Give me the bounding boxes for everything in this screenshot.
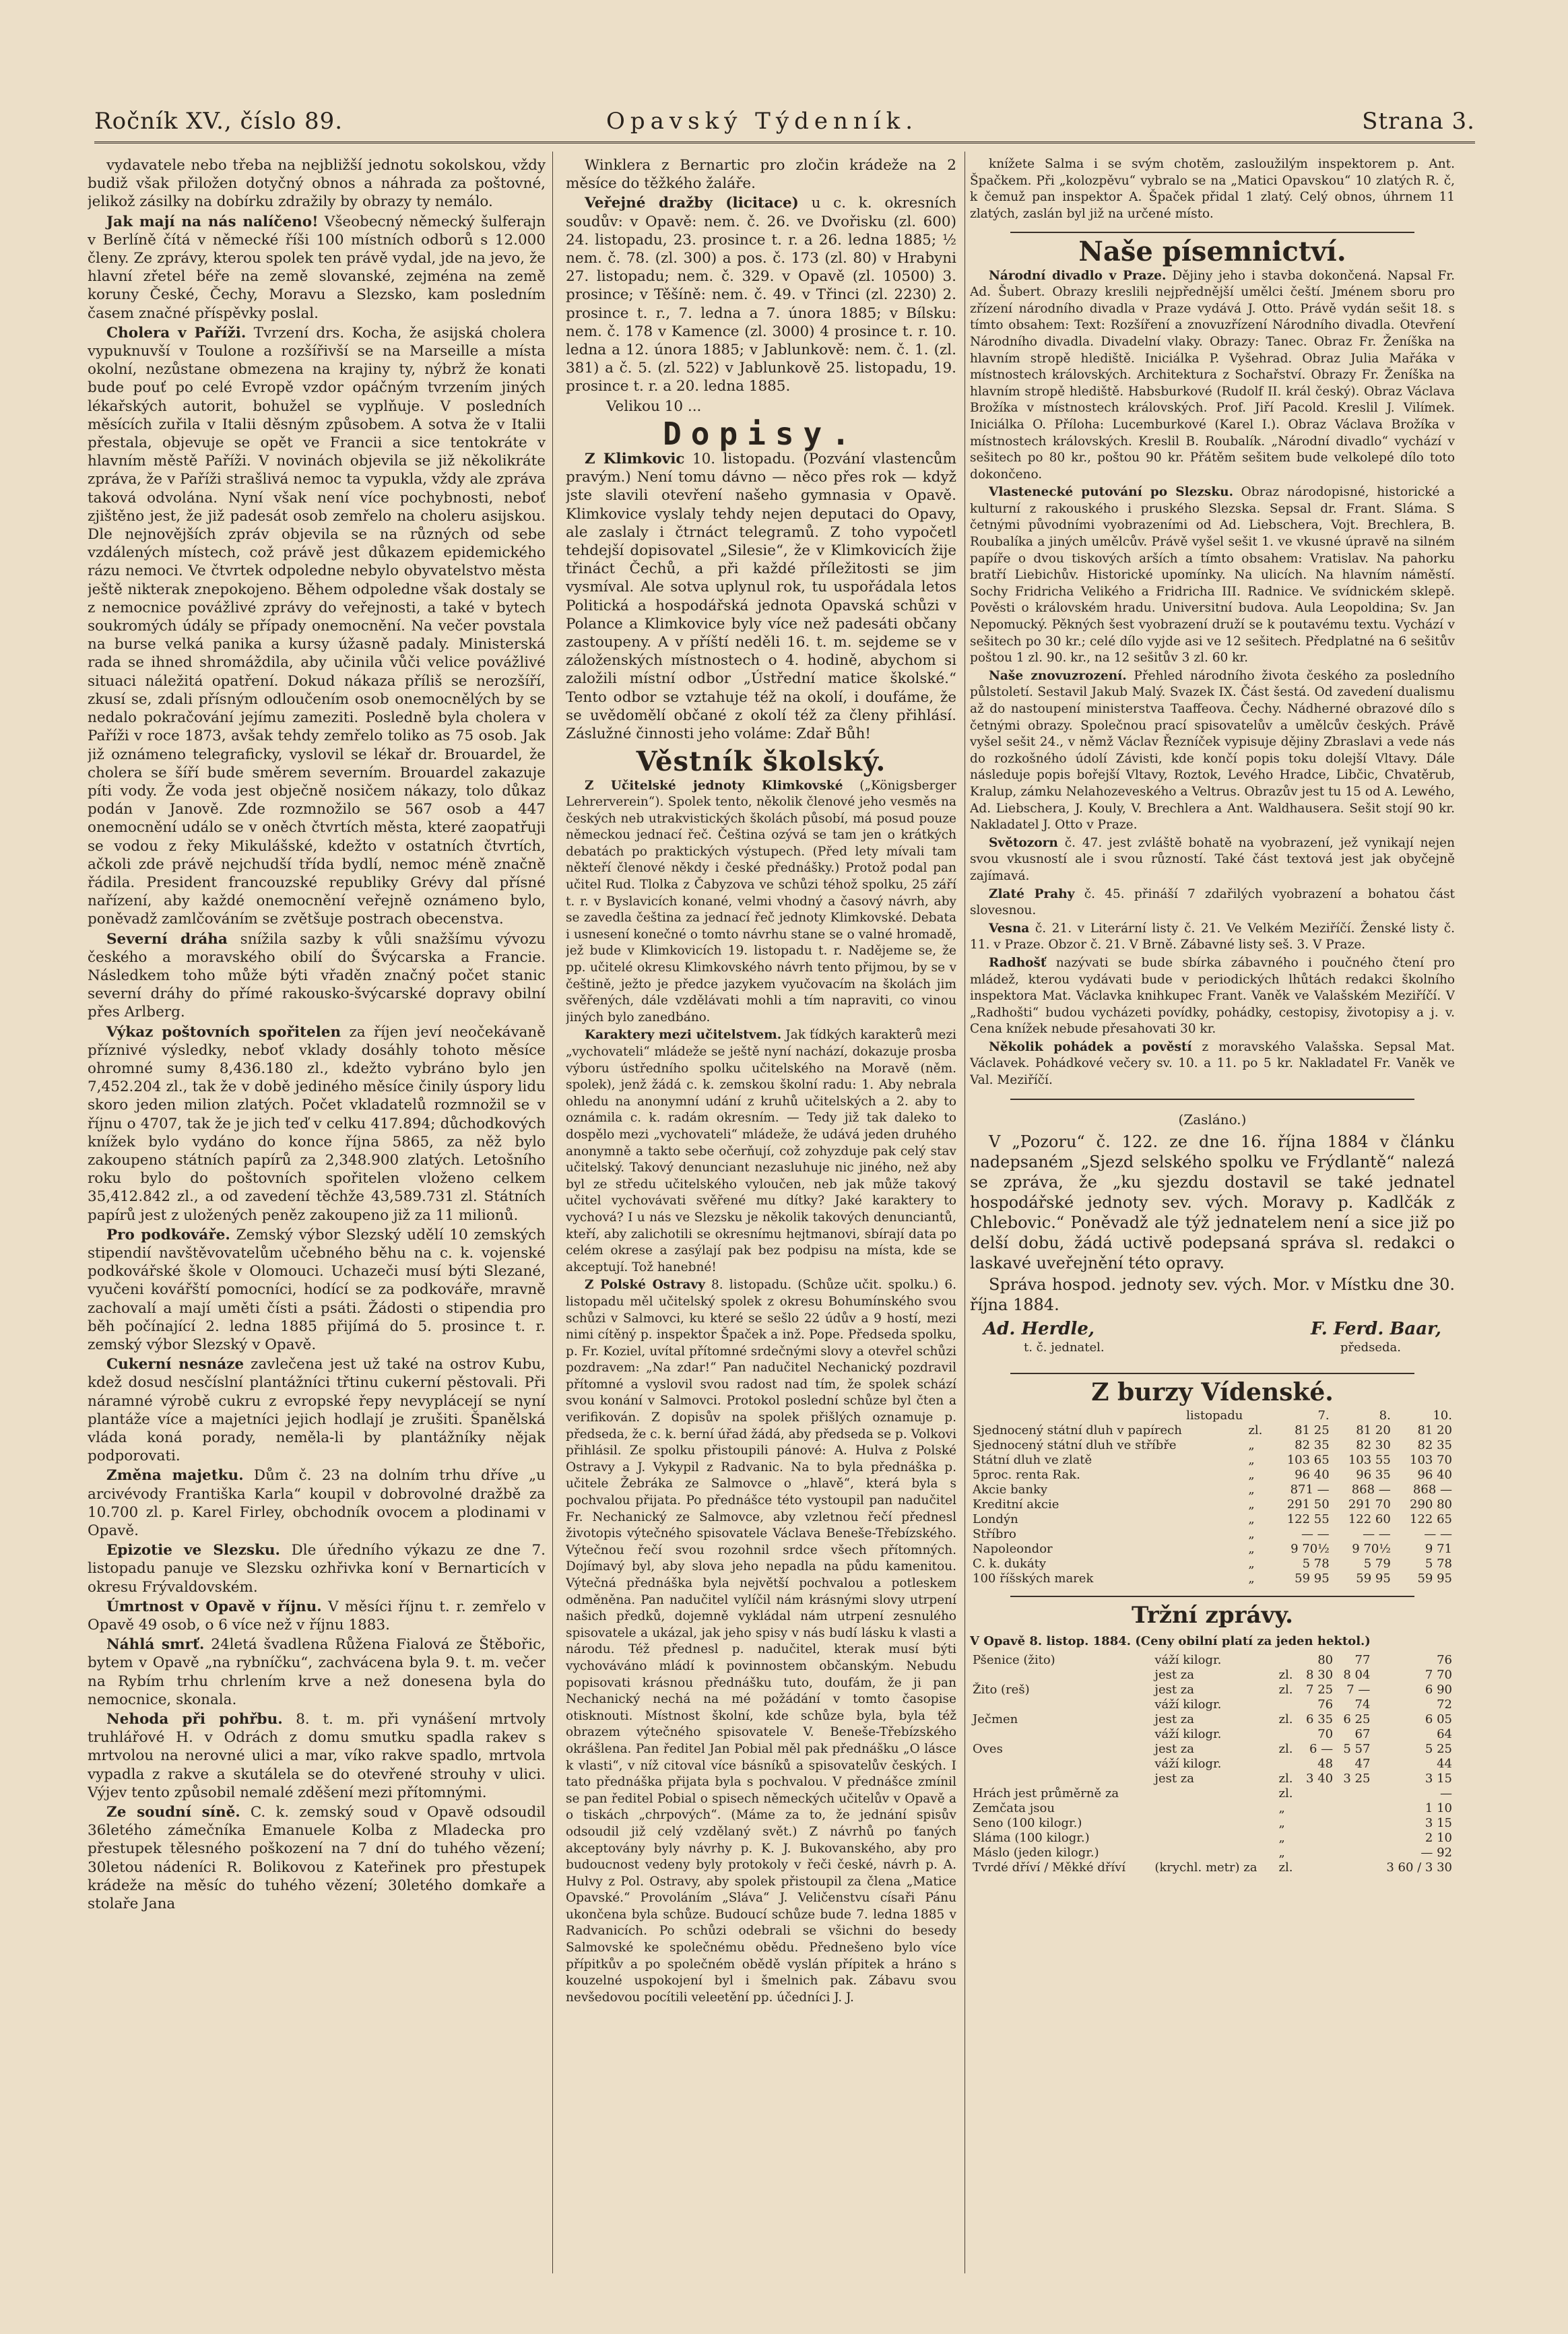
- table-row: [970, 1816, 1455, 1831]
- row-value: 6 —: [1309, 1741, 1334, 1756]
- row-value: — 92: [1420, 1845, 1452, 1860]
- row-category: [970, 1697, 1152, 1712]
- article-heading: Naše znovuzrození.: [989, 668, 1127, 683]
- row-category: Zemčata jsou: [973, 1801, 1055, 1815]
- row-value: 76: [1437, 1652, 1452, 1667]
- row-value: [1299, 1786, 1336, 1801]
- burza-head-col: 8.: [1379, 1408, 1391, 1423]
- burza-head-unit: [1245, 1408, 1270, 1423]
- article: [970, 886, 1455, 919]
- row-value: 7 25: [1306, 1682, 1334, 1697]
- row-value: 5 78: [1302, 1557, 1330, 1571]
- row-value: — —: [1363, 1527, 1391, 1542]
- table-row: [970, 1668, 1455, 1683]
- row-value: 5 79: [1363, 1557, 1391, 1571]
- row-unit: zl.: [1278, 1771, 1293, 1786]
- row-label: jest za: [1154, 1682, 1195, 1697]
- row-label: [1152, 1786, 1276, 1801]
- article-text: Jak ťídkých karakterů mezi „vychovateli“ mládeže se ještě nyní nachází, dokazuje prosba výboru ústředního spolku učitelského na Moravě (něm. spolek), jenž žádá c. k. zemskou školní radu: 1. Aby nebrala ohledu na anonymní udání z kruhů učitelských a 2. aby to oznámila c. k. radám okresním. — Tedy již tak daleko to dospělo mezi „vychovateli“ mládeže, že udává jeden druhého anonymně a takto sebe očerňují, což zohyzduje pak celý stav učitelský. Takový denunciant nezasluhuje nic jiného, než aby byl ze středu učitelského vyloučen, neb jak může takový učitel vychovávati svěřené mu dítky? Jaké karaktery to vychová? I u nás ve Slezsku je několik takových denunciantů, kteří, aby zalichotili se okresnímu hejtmanovi, sbírají data po celém okrese a zasýlají pak bez podpisu na místa, kde se akceptují. Tož hanebné!: [566, 1028, 956, 1274]
- row-value: 6 25: [1343, 1712, 1371, 1726]
- table-row: [970, 1757, 1455, 1772]
- zaslano-heading: (Zasláno.): [1178, 1111, 1247, 1128]
- row-value: 5 78: [1425, 1557, 1452, 1571]
- divider: [1010, 1373, 1414, 1374]
- row-unit: [1276, 1653, 1299, 1668]
- article-text: Obraz národopisné, historické a kulturní z rakouského i pruského Slezska. Sepsal dr. Frant. Sláma. S četnými původními vyobrazeními od Ad. Liebschera, Vojt. Brechlera, B. Roubalíka a jiných umělcův. Právě vyšel sešit 1. ve vkusné úpravě na silném papíře o dvou tiskových arších a tímto obsahem: Vratislav. Na pahorku bratří Liebichův. Historické upomínky. Na ulicích. Na hlavním náměstí. Sochy Fridricha Velikého a Fridricha III. Radnice. Ve svídnickém sklepě. Pověsti o královském hradu. Universitní budova. Aula Leopoldina; Sv. Jan Nepomucký. Pěkných šest vyobrazení druží se k poutavému textu. Vychází v sešitech po 30 kr.; celé dílo vyjde asi ve 12 sešitech. Předplatné na 6 sešitův poštou 1 zl. 90. kr., na 12 sešitův 3 zl. 60 kr.: [970, 485, 1455, 666]
- row-unit: zl.: [1278, 1712, 1293, 1726]
- article-text: Velikou 10 ...: [606, 397, 702, 415]
- row-unit: „: [1248, 1453, 1255, 1468]
- row-label: (krychl. metr) za: [1154, 1860, 1257, 1875]
- article-text: Přehled národního života českého za posledního půlstoletí. Sestavil Jakub Malý. Svazek IX. Část šestá. Od zavedení dualismu až do nastoupení ministerstva Taaffeova. Čechy. Nádherné obrazové dílo s četnými obrazy. Společnou prací spisovatelův a umělcův českých. Právě vyšel sešit 24., v němž Václav Řezníček vypisuje dějiny Zbraslavi a vede nás do rozkošného údolí Závisti, kde končí popis toku dolejší Vltavy. Dále následuje popis bořejší Vltavy, Roztok, Levého Hradce, Libčic, Chvatěrub, Kralup, zámku Nelahozeveského a Veltrus. Obrazův jest tu 15 od A. Lewého, Ad. Liebschera, J. Kouly, V. Brechlera a Ant. Waldhausera. Sešit stojí 90 kr. Nakladatel J. Otto v Praze.: [970, 668, 1455, 833]
- table-row: [970, 1831, 1455, 1846]
- article-heading: Vesna: [989, 921, 1030, 936]
- trzni-subtitle: V Opavě 8. listop. 1884. (Ceny obilní platí za jeden hektol.): [970, 1633, 1371, 1648]
- article-text: C. k. zemský soud v Opavě odsoudil 36letého zámečníka Emanuele Kolba z Mladecka pro přestupek tělesného poškození na 7 dní do tuhého vězení; 30letou nádeníci R. Bolikovou z Kateřinek pro přestupek krádeže na měsíc do tuhého vězení; 30letého domkaře a stolaře Jana: [88, 1804, 546, 1913]
- row-value: 2 10: [1425, 1830, 1452, 1845]
- page-number: Strana 3.: [1362, 108, 1475, 135]
- row-unit: „: [1248, 1468, 1255, 1483]
- article-text: 8. t. m. při vynášení mrtvoly truhlářové H. v Odrách z domu smutku spadla rakev s mrtvolou na nerovné ulici a mar, víko rakve spadlo, mrtvola vypadla z rakve a skutálela se do otevřené strouhy v ulici. Výjev tento způsobil nemalé zděšení mezi přítomnými.: [88, 1711, 546, 1801]
- row-label: 100 říšských marek: [973, 1571, 1094, 1586]
- article: [88, 1355, 546, 1465]
- article-heading: Světozorn: [989, 835, 1058, 850]
- row-value: 291 50: [1286, 1497, 1330, 1512]
- row-value: [1336, 1786, 1373, 1801]
- table-row: [970, 1512, 1455, 1527]
- article-heading: Pro podkováře.: [106, 1226, 230, 1243]
- table-row: [970, 1468, 1455, 1483]
- row-label: Londýn: [973, 1512, 1018, 1527]
- article: [970, 921, 1455, 954]
- row-value: 3 15: [1425, 1771, 1452, 1786]
- divider: [1010, 232, 1414, 233]
- row-category: Ječmen: [973, 1712, 1018, 1726]
- row-value: 81 20: [1356, 1423, 1391, 1438]
- table-row: [970, 1772, 1455, 1786]
- article: [566, 778, 956, 1027]
- row-value: 9 70½: [1291, 1542, 1330, 1557]
- row-unit: zl.: [1278, 1682, 1293, 1697]
- article-text: č. 21. v Literární listy č. 21. Ve Velkém Meziříčí. Ženské listy č. 11. v Praze. Obzor č. 21. V Brně. Zábavné listy seš. 3. V Praze.: [970, 921, 1455, 952]
- row-unit: [1276, 1727, 1299, 1742]
- article-text: vydavatele nebo třeba na nejbližší jednotu sokolskou, vždy budiž však přiložen dotyčný obnos a náhrada za poštovné, jelikož zásilky na dobírku zdražily by obrazy ty nemálo.: [88, 157, 546, 211]
- table-row: [970, 1712, 1455, 1727]
- article-heading: Národní divadlo v Praze.: [989, 268, 1167, 283]
- signature-roles: [970, 1338, 1455, 1363]
- row-label: váží kilogr.: [1154, 1756, 1222, 1771]
- article-text: zavlečena jest už také na ostrov Kubu, kdež dosud nesčíslní plantážníci třtinu cukerní pěstovali. Při náramné výrobě cukru z evropské řepy nevyplácejí se nyní plantáže více a majetníci jejich hodlají je zrušiti. Španělská vláda koná porady, neměla-li by plantážníky nějak podporovati.: [88, 1356, 546, 1465]
- row-value: 47: [1354, 1756, 1371, 1771]
- row-category: Žito (reš): [973, 1682, 1030, 1697]
- article-text: V „Pozoru“ č. 122. ze dne 16. října 1884 v článku nadepsaném „Sjezd selského spolku ve Frýdlantě“ nalezá se zpráva, že „ku sjezdu dostavil se také jednatel hospodářské jednoty sev. vých. Moravy p. Kadlčák z Chlebovic.“ Poněvadž ale týž jednatelem není a sice již po delší dobu, žádá uctivě podepsaná správa sl. redakci o laskavé uveřejnění této opravy.: [970, 1132, 1455, 1272]
- row-value: [1299, 1846, 1336, 1860]
- row-unit: zl.: [1278, 1741, 1293, 1756]
- article: [88, 930, 546, 1022]
- article-text: Všeobecný německý šulferajn v Berlíně čítá v německé říši 100 místních odborů s 12.000 členy. Ze zprávy, kterou spolek ten právě vydal, jde na jevo, že hlavní zřetel béře na země slovanské, zejména na země koruny České, Čechy, Moravu a Slezsko, kam posledním časem značné příspěvky poslal.: [88, 213, 546, 322]
- row-label: Stříbro: [973, 1527, 1016, 1542]
- row-value: [1299, 1816, 1336, 1831]
- issue-number: Ročník XV., číslo 89.: [94, 108, 344, 135]
- row-value: 7 70: [1425, 1667, 1452, 1682]
- table-row: [970, 1483, 1455, 1497]
- divider: [1010, 1099, 1414, 1100]
- row-value: [1336, 1831, 1373, 1846]
- article: [88, 1226, 546, 1354]
- row-unit: „: [1248, 1497, 1255, 1512]
- article-heading: Karaktery mezi učitelstvem.: [585, 1028, 782, 1043]
- article-heading: Severní dráha: [106, 930, 228, 948]
- article-text: Zemský výbor Slezský udělí 10 zemských stipendií navštěvovatelům učebného běhu na c. k. vojenské podkovářské škole v Olomouci. Uchazeči musí býti Slezané, vyučeni kovářští pomocníci, hodící se za podkováře, mravně zachovalí a mají uměti čísti a psáti. Žádosti o stipendia pro běh počínající 2. ledna 1885 přijímá do 5. prosince t. r. zemský výbor Slezský v Opavě.: [88, 1226, 546, 1353]
- article-heading: Náhlá smrť.: [106, 1636, 205, 1654]
- article: [88, 1023, 546, 1225]
- article: [88, 1466, 546, 1540]
- row-unit: „: [1248, 1512, 1255, 1527]
- row-unit: „: [1278, 1815, 1285, 1830]
- article-heading: Úmrtnost v Opavě v říjnu.: [106, 1598, 322, 1615]
- row-unit: „: [1278, 1845, 1285, 1860]
- row-value: 103 70: [1410, 1453, 1452, 1468]
- article: [88, 1541, 546, 1596]
- article-text: knížete Salma i se svým chotěm, zasloužilým inspektorem p. Ant. Špačkem. Při „kolozpěvu“ vybralo se na „Matici Opavskou“ 10 zlatých R. č, k čemuž pan inspektor A. Špaček přidal 1 zlatý. Celý obnos, úhrnem 11 zlatých, zaslán byl již na určené místo.: [970, 157, 1455, 221]
- row-unit: „: [1278, 1801, 1285, 1815]
- row-unit: „: [1248, 1542, 1255, 1557]
- row-unit: zl.: [1278, 1786, 1293, 1801]
- row-label: jest za: [1154, 1771, 1195, 1786]
- row-value: 1 10: [1425, 1801, 1452, 1815]
- row-label: jest za: [1154, 1741, 1195, 1756]
- row-value: 3 25: [1343, 1771, 1371, 1786]
- article-heading: Výkaz poštovních spořitelen: [106, 1023, 341, 1041]
- burza-head-col: 10.: [1433, 1408, 1452, 1423]
- page-header: [94, 101, 1475, 143]
- row-value: 70: [1317, 1726, 1334, 1741]
- article-heading: Jak mají na nás nalíčeno!: [106, 213, 319, 230]
- divider: [1010, 1596, 1414, 1597]
- vestnik-body: [566, 778, 956, 2007]
- table-row: [970, 1801, 1455, 1816]
- row-label: Sjednocený státní dluh ve stříbře: [973, 1438, 1177, 1453]
- row-value: 6 05: [1425, 1712, 1452, 1726]
- article: [88, 1710, 546, 1802]
- row-value: 868 —: [1351, 1483, 1391, 1497]
- row-category: Sláma (100 kilogr.): [973, 1830, 1090, 1845]
- row-value: [1299, 1801, 1336, 1816]
- article-heading: Ze soudní síně.: [106, 1804, 240, 1821]
- row-category: [970, 1668, 1152, 1683]
- row-value: 3 15: [1425, 1815, 1452, 1830]
- section-title-trzni: Tržní zprávy.: [1132, 1602, 1293, 1629]
- row-value: 6 90: [1425, 1682, 1452, 1697]
- article: [970, 268, 1455, 484]
- article-heading: Změna majetku.: [106, 1467, 244, 1485]
- row-value: 96 40: [1295, 1468, 1330, 1483]
- column-3: [970, 156, 1455, 2265]
- row-category: Pšenice (žito): [973, 1652, 1055, 1667]
- article-heading: Radhošť: [989, 955, 1047, 970]
- column-1: [88, 156, 546, 2265]
- article-text: 24letá švadlena Růžena Fialová ze Štěbořic, bytem v Opavě „na rybníčku“, zachvácena byla 9. t. m. večer na Rybím trhu chrlením krve a než donesena byla do nemocnice, skonala.: [88, 1636, 546, 1708]
- row-unit: „: [1248, 1527, 1255, 1542]
- article: [970, 835, 1455, 885]
- row-value: — —: [1301, 1527, 1330, 1542]
- row-value: 44: [1437, 1756, 1452, 1771]
- row-value: 72: [1437, 1697, 1452, 1712]
- row-category: Tvrdé dříví / Měkké dříví: [973, 1860, 1126, 1875]
- article-text: Dějiny jeho i stavba dokončená. Napsal Fr. Ad. Šubert. Obrazy kreslili nejpřednější umělci čeští. Jménem sboru pro zřízení národního divadla v Praze vydává J. Otto. Právě vydán sešit 18. s tímto obsahem: Text: Rozšíření a znovuzřízení Národního divadla. Otevření Národního divadla. Divadelní vlaky. Obrazy: Tanec. Obraz Fr. Ženíška na hlavním stropě hlediště. Iniciálka P. Vyšehrad. Obraz Julia Mařáka v místnostech královských. Architektura z Sochařství. Obrazy Fr. Ženíška na hlavním stropě hlediště. Habsburkové (Rudolf II. král český). Obraz Václava Brožíka v místnostech královských. Prof. Jiří Pacold. Kreslil J. Vilímek. Iniciálka O. Příloha: Lucemburkové (Karel I.). Obraz Václava Brožíka v místnostech královských. Kreslil B. Roubalík. „Národní divadlo“ vychází v sešitech po 80 kr., poštou 90 kr. Přátěm sešitem bude velkolepé dílo toto dokončeno.: [970, 268, 1455, 482]
- row-value: 290 80: [1410, 1497, 1452, 1512]
- row-value: 82 35: [1295, 1438, 1330, 1453]
- row-value: 871 —: [1290, 1483, 1330, 1497]
- row-unit: [1276, 1697, 1299, 1712]
- article: [88, 1803, 546, 1913]
- article-text: Winklera z Bernartic pro zločin krádeže na 2 měsíce do těžkého žaláře.: [566, 157, 956, 193]
- row-label: [1152, 1846, 1276, 1860]
- zaslano-body: [970, 1132, 1455, 1315]
- article-heading: Vlastenecké putování po Slezsku.: [989, 485, 1234, 500]
- article: [88, 213, 546, 323]
- row-label: váží kilogr.: [1154, 1726, 1222, 1741]
- table-row: [970, 1653, 1455, 1668]
- row-value: 868 —: [1412, 1483, 1452, 1497]
- row-category: Máslo (jeden kilogr.): [973, 1845, 1099, 1860]
- row-unit: [1276, 1757, 1299, 1772]
- section-title-burza: Z burzy Vídenské.: [1091, 1378, 1334, 1407]
- row-value: 9 71: [1425, 1542, 1452, 1557]
- table-row: [970, 1438, 1455, 1453]
- signature-right-role: předseda.: [1340, 1340, 1401, 1355]
- trzni-table: [970, 1653, 1455, 1875]
- row-value: 7 —: [1346, 1682, 1371, 1697]
- row-value: 6 35: [1306, 1712, 1334, 1726]
- row-label: [1152, 1801, 1276, 1816]
- row-label: [1152, 1831, 1276, 1846]
- signatures: [970, 1316, 1455, 1338]
- row-unit: „: [1248, 1438, 1255, 1453]
- article: [566, 1277, 956, 2006]
- row-value: 291 70: [1348, 1497, 1391, 1512]
- row-label: Sjednocený státní dluh v papírech: [973, 1423, 1182, 1438]
- burza-header-row: [970, 1408, 1455, 1423]
- row-value: 59 95: [1417, 1571, 1452, 1586]
- article: [970, 1039, 1455, 1089]
- article-text: V měsíci říjnu t. r. zemřelo v Opavě 49 osob, o 6 více než v říjnu 1883.: [88, 1598, 546, 1634]
- table-row: [970, 1697, 1455, 1712]
- table-row: [970, 1860, 1455, 1875]
- row-unit: „: [1248, 1571, 1255, 1586]
- article: [970, 955, 1455, 1038]
- row-value: 8 30: [1306, 1667, 1334, 1682]
- row-value: [1299, 1860, 1336, 1875]
- article-heading: Několik pohádek a pověstí: [989, 1039, 1192, 1054]
- row-value: 82 35: [1417, 1438, 1452, 1453]
- table-row: [970, 1742, 1455, 1757]
- row-category: [970, 1757, 1152, 1772]
- row-unit: zl.: [1278, 1667, 1293, 1682]
- article: [88, 324, 546, 929]
- row-category: Hrách jest průměrně za: [973, 1786, 1119, 1801]
- row-value: —: [1440, 1786, 1452, 1801]
- row-label: váží kilogr.: [1154, 1652, 1222, 1667]
- article-heading: Zlaté Prahy: [989, 886, 1075, 901]
- article: [970, 484, 1455, 667]
- row-value: 9 70½: [1352, 1542, 1391, 1557]
- article-text: Tvrzení drs. Kocha, že asijská cholera vypuknuvší v Toulone a rozšířivší se na Marseille a místa okolní, nezůstane obmezena na krajiny ty, nýbrž že konati bude pouť po celé Evropě vzdor opáčným tvrzením jiných lékařských autorit, bohužel se vyplňuje. V posledních měsících zuřila v Italii děsným způsobem. A sotva že v Italii přestala, objevuje se opět ve Francii a sice tentokráte v hlavním městě Paříži. V novinách objevila se již několikráte zpráva, že v Paříži strašlivá nemoc ta vypukla, vždy ale zpráva taková odvolána. Nyní však není více pochybnosti, neboť zjištěno jest, že již padesát osob zemřelo na choleru asijskou. Dle nejnovějších zpráv objevila se na různých od sebe vzdálených místech, což právě jest důkazem epidemického rázu nemoci. Ve čtvrtek odpoledne nebylo obyvatelstvo města ještě nikterak znepokojeno. Během odpoledne však dostaly se z nemocnice povážlivé zprávy do veřejnosti, a také v bytech soukromých údály se případy onemocnění. Na večer povstala na burse velká panika a kursy úžasně padaly. Ministerská rada se ihned shromáždila, aby učinila vůči velice povážlivé situaci náležitá opatření. Dokud nákaza příliš se nerozšíří, zkusí se, zdali přísným odloučením osob onemocnělých by se nedalo pokračování jejímu zameziti. Posledně byla cholera v Paříži v roce 1873, avšak tehdy zemřelo toliko as 75 osob. Jak již oznámeno telegraficky, vyslovil se lékař dr. Brouardel, že cholera se šíří bude směrem severním. Brouardel zakazuje píti vody. Že voda jest obječně nosičem nákazy, tolo důkaz podán v Janově. Zde rozmnožilo se 567 osob a 447 onemocnění událo se v oněch čtvrtích města, které zaopatřuji se vodou z řeky Mikulášské, kdežto v ostatních čtvrtích, ačkoli zde právě nejchudší třída bydlí, nemoc méně značně řádila. President francouzské republiky Grévy dal přísné nařízení, aby každé onemocnění veřejně oznámeno bylo, poněvadž zamlčováním se zvětšuje postrach obecenstva.: [88, 324, 546, 928]
- table-row: [970, 1557, 1455, 1571]
- row-value: 80: [1317, 1652, 1334, 1667]
- pisemnictvi-body: [970, 268, 1455, 1089]
- trzni-rows: [970, 1653, 1455, 1875]
- row-unit: „: [1248, 1483, 1255, 1497]
- row-label: Kreditní akcie: [973, 1497, 1059, 1512]
- row-value: [1299, 1831, 1336, 1846]
- article-text: 10. listopadu. (Pozvání vlastencům pravým.) Není tomu dávno — něco přes rok — když jste slavili otevření našeho gymnasia v Opavě. Klimkovice vyslaly tehdy nejen deputaci do Opavy, ale zaslaly i čtrnáct telegramů. Z toho vypočetl tehdejší dopisovatel „Silesie“, že v Klimkovicích žije třináct Čechů, a při každé příležitosti se jim vysmíval. Ale sotva uplynul rok, tu uspořádala letos Politická a hospodářská jednota Opavská schůzi v Polance a Klimkovice byly více než padesáti občany zastoupeny. A v příští neděli 16. t. m. sejdeme se v záloženských místnostech o 4. hodině, abychom si založili místní odbor „Ústřední matice školské.“ Tento odbor se vztahuje též na okolí, i doufáme, že se uvědomělí občané z okolí též za členy přihlásí. Záslužné činnosti jeho voláme: Zdař Bůh!: [566, 451, 956, 743]
- row-unit: zl.: [1278, 1860, 1293, 1875]
- signature-right: F. Ferd. Baar,: [1310, 1318, 1441, 1339]
- burza-head-col: 7.: [1317, 1408, 1330, 1423]
- row-category: [970, 1772, 1152, 1786]
- row-label: Napoleondor: [973, 1542, 1053, 1557]
- row-value: 76: [1317, 1697, 1334, 1712]
- row-unit: „: [1278, 1830, 1285, 1845]
- row-value: 81 20: [1417, 1423, 1452, 1438]
- table-row: [970, 1846, 1455, 1860]
- row-value: 59 95: [1356, 1571, 1391, 1586]
- article-heading: Epizotie ve Slezsku.: [106, 1542, 281, 1559]
- row-label: 5proc. renta Rak.: [973, 1468, 1080, 1483]
- article-text: č. 45. přináší 7 zdařilých vyobrazení a bohatou část slovesnou.: [970, 886, 1455, 918]
- article-heading: Cukerní nesnáze: [106, 1356, 244, 1373]
- article-text: 8. listopadu. (Schůze učit. spolku.) 6. listopadu měl učitelský spolek z okresu Bohumínského svou schůzi v Salmovci, ku které se sešlo 22 údův a 9 hostí, mezi nimi cítěný p. inspektor Špaček a inž. Pope. Předseda spolku, p. Fr. Koziel, uvítal přítomné srdečnými slovy a otevřel schůzi pozdravem: „Na zdar!“ Pan nadučitel Nechanický pozdravil přítomné a vyslovil svou radost nad tím, že spolek schází svou konání v Salmovci. Protokol poslední schůze byl čten a verifikován. Z dopisův na spolek přišlých oznamuje p. předseda, že c. k. berní úřad žádá, aby předseda se p. Volkovi přihlásil. Ze spolku přistoupili pánové: A. Hulva z Polské Ostravy a J. Vykypil z Radvanic. Na to byla přednáška p. učitele Žebráka ze Salmovce o „hlavě“, která byla s pochvalou přijata. Po přednášce této vystoupil pan nadučitel Fr. Nechanický ze Salmovce, aby vzletnou řečí přednesl životopis výtečného spisovatele Václava Beneše-Třebízského. Výtečnou řečí svou rozohnil srdce všech přítomných. Dojímavý byl, aby slova jeho nepadla na půdu kamenitou. Výtečná přednáška byla největší pochvalou a potleskem odměněna. Pan nadučitel vylíčil nám krásnými slovy utrpení našich předků, dojemně vykládal nám utrpení zesnulého spisovatele a ukázal, jak jeho spisy v nás budí lásku k vlasti a národu. Též přednesl p. nadučitel, kterak musí býti vychováváno mládí k povinnostem občanským. Nebudu popisovati krásnou přednášku tuto, doufám, že ji pan Nechanický nechá na mé požádání v tomto časopise otisknouti. Místnost školní, kde schůze byla, byla též obrazem výtečného spisovatele V. Beneše-Třebízského okrášlena. Pan ředitel Jan Pobial měl pak přednášku „O lásce k vlasti“, v níž citoval více básníků a spisovatelův českých. I tato přednáška přijata byla s pochvalou. V přednášce zmínil se pan ředitel Pobial o spisech německých učitelův v Opavě a o tiskách „chrpových“. (Máme za to, že jednání spisův odsoudil již celý vzdělaný svět.) Z návrhů po ťaných akceptovány byly návrhy p. K. J. Bukovanského, aby pro budoucnost vedeny byly protokoly v řeči české, návrh p. A. Hulvy z Pol. Ostravy, aby spolek přistoupil za člena „Matice Opavské.“ Provoláním „Sláva“ J. Veličenstvu císaři Pánu ukončena byla schůze. Budoucí schůze bude 7. ledna 1885 v Radvanicích. Po schůzi odebrali se všichni do besedy Salmovské ke společnému obědu. Přednešeno bylo více přípitkův a po společném obědě vyslán přípitek a hráno s kouzelné uspokojení byl i šmelnich pak. Zábavu svou nevšedovou pocítili veleetění pp. účedníci J. J.: [566, 1278, 956, 2005]
- newspaper-title: Opavský Týdenník.: [606, 108, 919, 135]
- article-text: Dle úředního výkazu ze dne 7. listopadu panuje ve Slezsku ozhřivka koní v Bernarticích v okresu Frývaldovském.: [88, 1542, 546, 1596]
- row-label: [1152, 1816, 1276, 1831]
- row-value: 82 30: [1356, 1438, 1391, 1453]
- article-text: nazývati se bude sbírka zábavného i poučného čtení pro mládež, kterou vydávati bude v periodických lhůtách redakci školního inspektora Mat. Václavka knihkupec Frant. Vaněk ve Valašském Meziříčí. V „Radhošti“ budou vycházeti povídky, pohádky, cestopisy, životopisy a j. v. Cena knížek nebude přesahovati 30 kr.: [970, 955, 1455, 1037]
- table-row: [970, 1683, 1455, 1697]
- table-row: [970, 1542, 1455, 1557]
- row-value: 122 65: [1410, 1512, 1452, 1527]
- row-value: [1336, 1816, 1373, 1831]
- row-value: 3 40: [1306, 1771, 1334, 1786]
- row-value: 64: [1437, 1726, 1452, 1741]
- burza-table: [970, 1408, 1455, 1586]
- column-rule: [552, 152, 553, 2273]
- col3-top: [970, 156, 1455, 222]
- column-2: [566, 156, 956, 2265]
- article: [566, 194, 956, 395]
- row-value: 122 55: [1286, 1512, 1330, 1527]
- row-label: Státní dluh ve zlatě: [973, 1453, 1092, 1468]
- article-text: snížila sazby k vůli snažšímu vývozu českého a moravského obilí do Švýcarska a Francie. Následkem toho může býti vřaděn značný počet stanic severní dráhy do přímé rakousko-švýcarské dopravy obilní přes Arlberg.: [88, 930, 546, 1021]
- section-title-dopisy: Dopisy.: [663, 415, 859, 452]
- row-category: Seno (100 kilogr.): [973, 1815, 1082, 1830]
- table-row: [970, 1453, 1455, 1468]
- article-text: č. 47. jest zvláště bohatě na vyobrazení, jež vynikají nejen svou vkusností ale i svou růzností. Také část textová jest jak obyčejně zajímavá.: [970, 835, 1455, 883]
- table-row: [970, 1571, 1455, 1586]
- section-title-vestnik: Věstník školský.: [636, 746, 886, 778]
- article-heading: Z Klimkovic: [585, 451, 685, 468]
- article-heading: Nehoda při pohřbu.: [106, 1711, 283, 1728]
- row-category: [970, 1727, 1152, 1742]
- section-title-pisemnictvi: Naše písemnictví.: [1078, 236, 1346, 268]
- article-heading: Veřejné dražby (licitace): [585, 195, 799, 212]
- article-text: z moravského Valašska. Sepsal Mat. Václavek. Pohádkové večery sv. 10. a 11. po 5 kr. Nakladatel Fr. Vaněk ve Val. Meziříčí.: [970, 1039, 1455, 1088]
- row-value: 96 35: [1356, 1468, 1391, 1483]
- row-label: Akcie banky: [973, 1483, 1048, 1497]
- table-row: [970, 1527, 1455, 1542]
- row-unit: „: [1248, 1557, 1255, 1571]
- row-value: 103 65: [1286, 1453, 1330, 1468]
- row-value: 77: [1354, 1652, 1371, 1667]
- row-value: — —: [1424, 1527, 1452, 1542]
- row-value: 67: [1354, 1726, 1371, 1741]
- article: [970, 668, 1455, 834]
- row-category: Oves: [973, 1741, 1003, 1756]
- table-row: [970, 1727, 1455, 1742]
- signature-left-role: t. č. jednatel.: [1024, 1340, 1105, 1355]
- article-heading: Cholera v Paříži.: [106, 324, 247, 342]
- row-unit: zl.: [1248, 1423, 1263, 1438]
- burza-rows: [970, 1423, 1455, 1586]
- row-value: 8 04: [1343, 1667, 1371, 1682]
- row-value: [1336, 1801, 1373, 1816]
- article-text: Dům č. 23 na dolním trhu dříve „u arcivévody Františka Karla“ koupil v dobrovolné dražbě za 10.700 zl. p. Karel Firley, obchodník ovocem a plodinami v Opavě.: [88, 1467, 546, 1540]
- article-text: Správa hospod. jednoty sev. vých. Mor. v Místku dne 30. října 1884.: [970, 1274, 1455, 1314]
- article-text: u c. k. okresních soudův: v Opavě: nem. č. 26. ve Dvořisku (zl. 600) 24. listopadu, 23. prosince t. r. a 26. ledna 1885; ½ nem. č. 78. (zl. 300) a pos. č. 173 (zl. 80) v Hrabyni 27. listopadu; nem. č. 329. v Opavě (zl. 10500) 3. prosince; v Těšíně: nem. č. 49. v Třinci (zl. 2230) 2. prosince t. r., 7. ledna a 7. února 1885; v Bílsku: nem. č. 178 v Kamence (zl. 3000) 4 prosince t. r. 10. ledna a 12. února 1885; v Jablunkově: nem. č. 1. (zl. 381) a č. 5. (zl. 522) v Jablunkově 25. listopadu, 19. prosince t. r. a 20. ledna 1885.: [566, 195, 956, 395]
- row-value: 59 95: [1295, 1571, 1330, 1586]
- article: [88, 1598, 546, 1634]
- article-heading: Z Učitelské jednoty Klimkovské: [585, 778, 843, 793]
- burza-head-label: listopadu: [1186, 1408, 1243, 1423]
- article: [88, 1635, 546, 1709]
- row-value: 48: [1317, 1756, 1334, 1771]
- row-value: 74: [1354, 1697, 1371, 1712]
- article-heading: Z Polské Ostravy: [585, 1278, 705, 1293]
- row-value: 5 57: [1343, 1741, 1371, 1756]
- row-value: 96 40: [1417, 1468, 1452, 1483]
- row-value: 81 25: [1295, 1423, 1330, 1438]
- row-label: jest za: [1154, 1667, 1195, 1682]
- table-row: [970, 1423, 1455, 1438]
- signature-left: Ad. Herdle,: [983, 1318, 1095, 1339]
- row-value: [1336, 1860, 1373, 1875]
- row-label: váží kilogr.: [1154, 1697, 1222, 1712]
- article-text: („Königsberger Lehrerverein“). Spolek tento, několik členové jeho vesměs na českých neb utrakvistických školách působí, má posud pouze německou jednací řeč. Čeština ozývá se tam jen o krátkých debatách po praktických výstupech. (Před lety mívali tam někteří členové někdy i české přednášky.) Protož podal pan učitel Rud. Tlolka z Čabyzova ve schůzi téhož spolku, 25 září t. r. v Byslavicích konané, velmi vhodný a časový návrh, aby se zavedla čeština za jednací řeč jednoty Klimkovské. Debata i usnesení konečné o tomto návrhu stane se o valné hromadě, jež bude v Klimkovicích 19. listopadu t. r. Nadějeme se, že pp. učitelé okresu Klimkovského návrh tento přijmou, by se v češtině, ježto je předce jazykem vyučovacím na školách jim svěřených, dále vzdělávati mohli a tím napraviti, co vinou jiných bylo zanedbáno.: [566, 778, 956, 1025]
- row-value: [1336, 1846, 1373, 1860]
- row-label: C. k. dukáty: [973, 1557, 1047, 1571]
- row-label: jest za: [1154, 1712, 1195, 1726]
- row-value: 5 25: [1425, 1741, 1452, 1756]
- row-value: 122 60: [1348, 1512, 1391, 1527]
- table-row: [970, 1497, 1455, 1512]
- table-row: [970, 1786, 1455, 1801]
- article: [566, 450, 956, 743]
- article-text: za říjen jeví neočekávaně příznivé výsledky, neboť vklady dosáhly tohoto měsíce ohromné sumy 8,436.180 zl., kdežto vybráno bylo jen 7,452.204 zl., tak že v době jediného měsíce činily úspory lidu skoro jeden milion zlatých. Počet vkladatelů rozmnožil se v říjnu o 4707, tak že je jich teď v celku 417.894; důchodkových knížek bylo vydáno do konce října 5865, za něž bylo zakoupeno státních papírů za 2,348.900 zlatých. Letošního roku bylo do poštovních spořitelen vloženo celkem 35,412.842 zl., a od zavedení těchže 43,589.731 zl. Státních papírů jest z uložených peněz zakoupeno již za 11 milionů.: [88, 1023, 546, 1224]
- row-value: 103 55: [1348, 1453, 1391, 1468]
- row-value: 3 60 / 3 30: [1386, 1860, 1452, 1875]
- article: [566, 1027, 956, 1276]
